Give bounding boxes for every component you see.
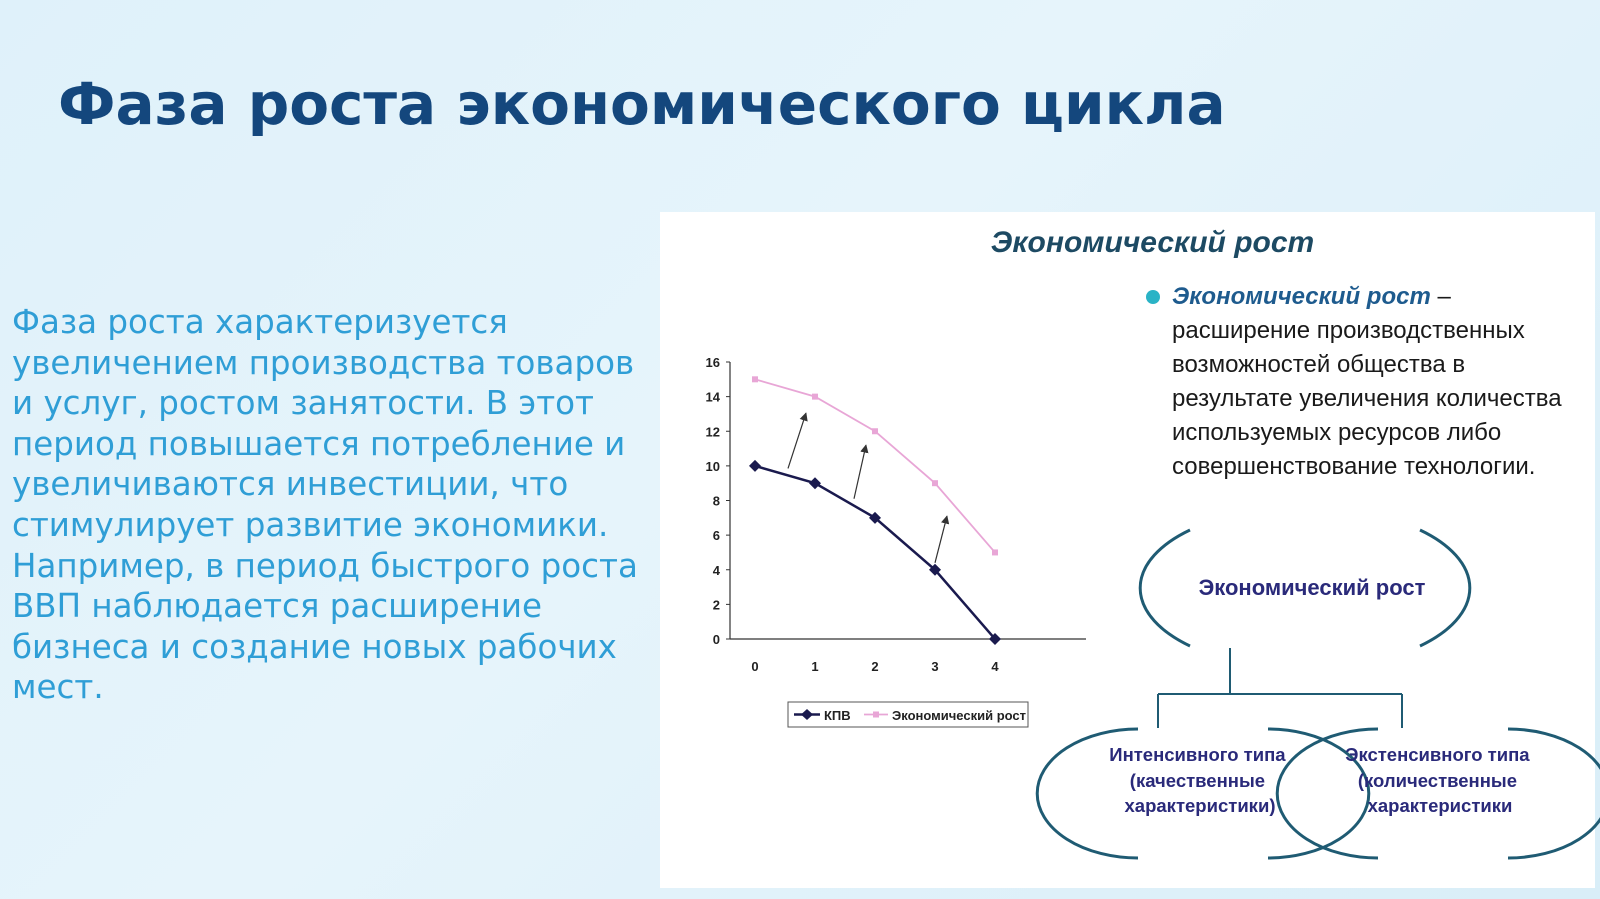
diagram-left-line-1: Интенсивного типа — [1109, 744, 1286, 765]
y-tick-label: 6 — [712, 528, 720, 544]
root-circle-left-arc — [1140, 530, 1190, 646]
data-point-growth — [932, 480, 938, 486]
diagram-right-line-1: Экстенсивного типа — [1345, 744, 1530, 765]
root-circle-right-arc — [1420, 530, 1470, 646]
legend-label-growth: Экономический рост — [892, 708, 1026, 723]
y-tick-label: 4 — [712, 562, 720, 578]
diagram-right-label — [1345, 744, 1534, 816]
x-tick-label: 0 — [751, 659, 759, 674]
shift-arrow — [854, 445, 866, 499]
diagram-left-line-2: (качественные — [1129, 770, 1266, 791]
slide-title: Фаза роста экономического цикла — [58, 70, 1226, 138]
chart-legend — [788, 702, 1028, 727]
y-tick-label: 8 — [712, 493, 720, 509]
definition-term: Экономический рост — [1172, 283, 1431, 310]
data-point-growth — [812, 394, 818, 400]
data-point-kpv — [809, 477, 821, 489]
y-tick-label: 2 — [712, 597, 720, 613]
x-tick-label: 4 — [991, 659, 999, 674]
diagram-root-label: Экономический рост — [1198, 575, 1426, 600]
data-point-growth — [992, 549, 998, 555]
diagram-left-label — [1109, 744, 1290, 816]
y-tick-label: 0 — [712, 632, 720, 647]
x-tick-label: 1 — [811, 659, 819, 674]
series-line-growth — [755, 379, 995, 552]
shift-arrow — [788, 413, 806, 468]
x-tick-label: 2 — [871, 659, 879, 674]
ppf-chart — [660, 212, 1595, 888]
chart-axes — [706, 355, 1086, 674]
figure-title: Экономический рост — [990, 226, 1315, 259]
x-tick-label: 3 — [931, 659, 939, 674]
data-point-kpv — [749, 460, 761, 472]
data-point-growth — [872, 428, 878, 434]
y-tick-label: 12 — [705, 424, 720, 440]
legend-marker-growth — [873, 712, 879, 718]
diagram-right-line-3: характеристики — [1367, 795, 1513, 816]
diagram-right-line-2: (количественные — [1357, 770, 1517, 791]
diagram-left-line-3: характеристики) — [1124, 795, 1276, 816]
shift-arrow — [935, 516, 947, 563]
legend-label-kpv: КПВ — [824, 708, 851, 723]
y-tick-label: 10 — [705, 458, 720, 474]
y-tick-label: 14 — [705, 389, 720, 405]
data-point-growth — [752, 376, 758, 382]
series-line-kpv — [755, 466, 995, 639]
y-tick-label: 16 — [705, 355, 720, 370]
shift-arrows — [788, 413, 947, 563]
definition-body: расширение производственных возможностей общества в результате увеличения количества используемых ресурсов либо совершенствование технологии. — [1172, 317, 1562, 480]
definition-dash: – — [1430, 283, 1451, 310]
slide-body-text: Фаза роста характеризуется увеличением производства товаров и услуг, ростом занятости. В этот период повышается потребление и увеличиваются инвестиции, что стимулирует развитие экономики. Например, в период быстрого роста ВВП наблюдается расширение бизнеса и создание новых рабочих мест. — [12, 303, 638, 707]
chart-series — [749, 376, 1001, 645]
figure-panel — [660, 212, 1595, 888]
